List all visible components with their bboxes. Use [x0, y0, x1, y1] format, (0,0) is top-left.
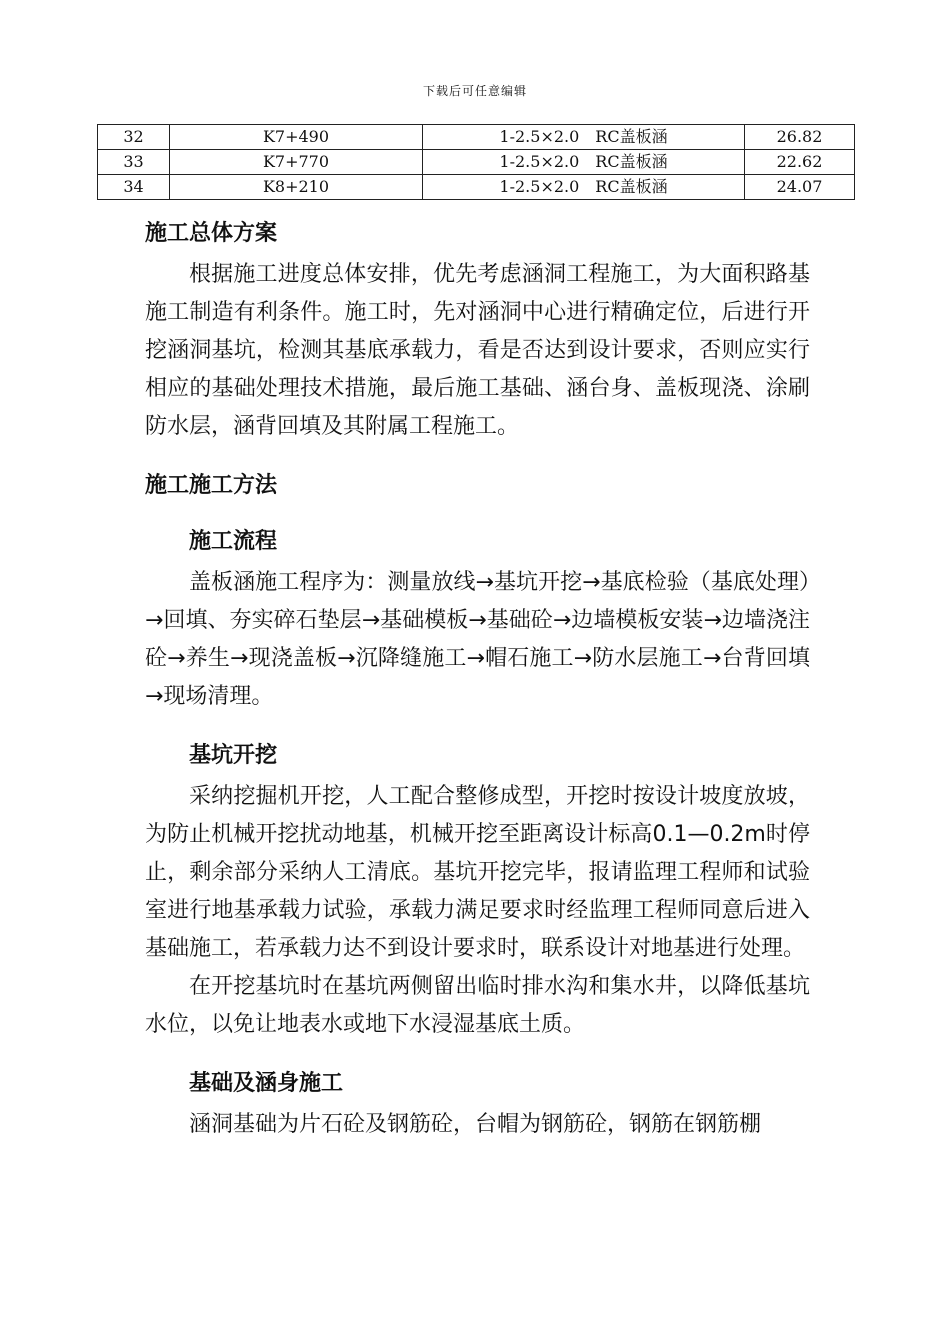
cell-length: 24.07 [745, 175, 855, 200]
paragraph-pit-1: 采纳挖掘机开挖，人工配合整修成型，开挖时按设计坡度放坡，为防止机械开挖扰动地基，机械开挖至距离设计标高0.1—0.2m时停止，剩余部分采纳人工清底。基坑开挖完毕，报请监理工程师和试验室进行地基承载力试验，承载力满足要求时经监理工程师同意后进入基础施工，若承载力达不到设计要求时，联系设计对地基进行处理。 [145, 784, 810, 961]
culvert-table [97, 124, 855, 200]
section-title-overall: 施工总体方案 [145, 221, 278, 246]
paragraph-pit-2: 在开挖基坑时在基坑两侧留出临时排水沟和集水井，以降低基坑水位，以免让地表水或地下水浸湿基底土质。 [145, 974, 810, 1037]
table-row [98, 125, 855, 150]
cell-index: 34 [98, 175, 170, 200]
cell-station: K7+490 [170, 125, 423, 150]
cell-station: K7+770 [170, 150, 423, 175]
section-title-method: 施工施工方法 [145, 473, 278, 498]
cell-index: 32 [98, 125, 170, 150]
table-row [98, 150, 855, 175]
cell-type: 1-2.5×2.0 RC盖板涵 [423, 125, 745, 150]
cell-index: 33 [98, 150, 170, 175]
cell-type: 1-2.5×2.0 RC盖板涵 [423, 175, 745, 200]
cell-station: K8+210 [170, 175, 423, 200]
page-header: 下载后可任意编辑 [422, 84, 527, 98]
cell-length: 26.82 [745, 125, 855, 150]
subsection-title-flow: 施工流程 [189, 529, 278, 554]
paragraph-base: 涵洞基础为片石砼及钢筋砼，台帽为钢筋砼，钢筋在钢筋棚 [189, 1112, 762, 1137]
document-body [145, 212, 810, 1144]
cell-type: 1-2.5×2.0 RC盖板涵 [423, 150, 745, 175]
subsection-title-pit: 基坑开挖 [189, 743, 278, 768]
paragraph-overall: 根据施工进度总体安排，优先考虑涵洞工程施工，为大面积路基施工制造有利条件。施工时，先对涵洞中心进行精确定位，后进行开挖涵洞基坑，检测其基底承载力，看是否达到设计要求，否则应实行相应的基础处理技术措施，最后施工基础、涵台身、盖板现浇、涂刷防水层，涵背回填及其附属工程施工。 [145, 262, 810, 439]
subsection-title-base: 基础及涵身施工 [189, 1071, 344, 1096]
paragraph-flow: 盖板涵施工程序为：测量放线→基坑开挖→基底检验（基底处理）→回填、夯实碎石垫层→基础模板→基础砼→边墙模板安装→边墙浇注砼→养生→现浇盖板→沉降缝施工→帽石施工→防水层施工→台背回填→现场清理。 [145, 570, 810, 709]
table-row [98, 175, 855, 200]
cell-length: 22.62 [745, 150, 855, 175]
